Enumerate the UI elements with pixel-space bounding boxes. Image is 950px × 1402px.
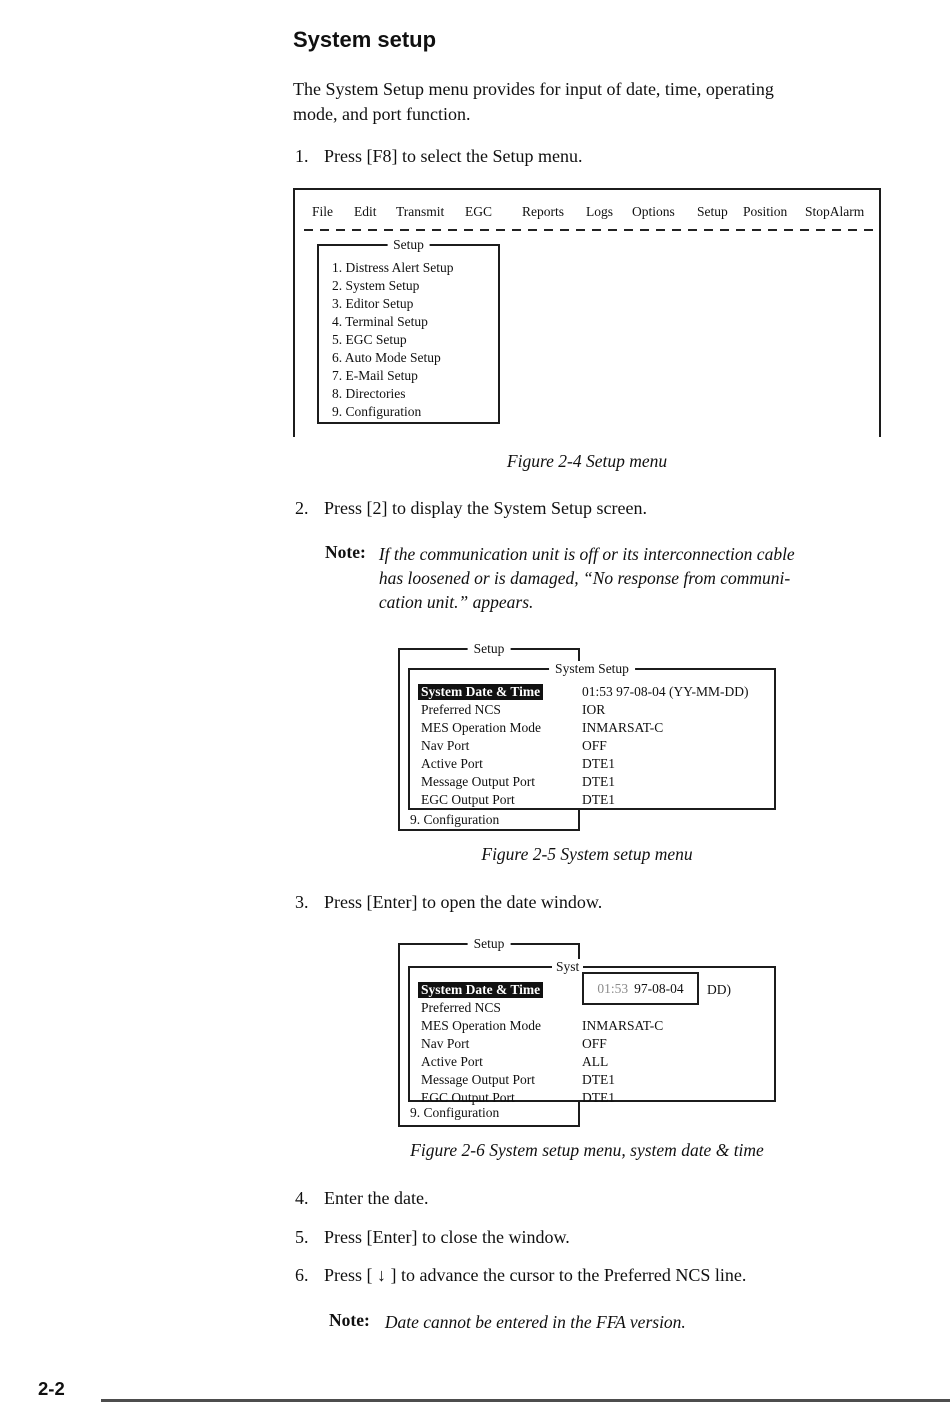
note-line: has loosened or is damaged, “No response from communi- [378,568,791,588]
setting-label: EGC Output Port [421,792,515,807]
setting-row-mes-operation-mode [421,1018,770,1036]
setup-menu-item: 8. Directories [332,386,406,401]
setup-menu-item: 9. Configuration [332,404,422,419]
setting-label: Nav Port [421,738,470,753]
system-setup-box-title: System Setup [549,661,635,677]
setting-row-nav-port [421,1036,770,1054]
note-text: Date cannot be entered in the FFA version. [384,1312,686,1332]
setup-menu-item: 3. Editor Setup [332,296,414,311]
step-number: 5. [295,1227,309,1247]
menu-bar [295,204,879,222]
step-text: Press [Enter] to open the date window. [324,892,603,912]
setup-menu-item: 2. System Setup [332,278,420,293]
setup-box-title: Setup [468,936,511,952]
setting-label: MES Operation Mode [421,720,541,735]
setting-label: Active Port [421,1054,483,1069]
step-number: 4. [295,1188,309,1208]
intro-line: mode, and port function. [293,104,471,124]
setting-label-selected: System Date & Time [418,684,543,700]
setup-menu-box [317,237,500,424]
step-text: Press [2] to display the System Setup screen. [324,498,647,518]
note-line: cation unit.” appears. [378,592,534,612]
page-number: 2-2 [38,1378,65,1399]
step-number: 2. [295,498,309,518]
setting-label: Nav Port [421,1036,470,1051]
setting-label: Preferred NCS [421,1000,501,1015]
setting-row-date-time [421,684,770,702]
setting-label: Message Output Port [421,1072,535,1087]
setting-value: DTE1 [582,774,615,789]
step-text: Press [F8] to select the Setup menu. [324,146,583,166]
note-label: Note: [329,1310,370,1330]
setup-menu-item: 5. EGC Setup [332,332,407,347]
menu-item-egc: EGC [465,204,492,219]
figure-2-5-screen [398,641,778,833]
figure-2-4-caption: Figure 2-4 Setup menu [506,451,668,471]
menu-item-stopalarm: StopAlarm [805,204,865,219]
setup-menu-item: 4. Terminal Setup [332,314,428,329]
note-line: If the communication unit is off or its interconnection cable [378,544,795,564]
date-format-remnant: DD) [707,982,731,997]
step-1 [295,146,582,167]
setup-menu-item-configuration: 9. Configuration [410,1105,500,1120]
menu-item-file: File [312,204,334,219]
setting-label: MES Operation Mode [421,1018,541,1033]
setting-row-mes-operation-mode [421,720,770,738]
setting-row-preferred-ncs [421,702,770,720]
setup-menu-item: 7. E-Mail Setup [332,368,418,383]
setup-box-title: Setup [387,237,430,253]
note-text [379,542,795,614]
intro-line: The System Setup menu provides for input of date, time, operating [293,79,774,99]
menu-item-setup: Setup [697,204,728,219]
step-5 [295,1227,570,1248]
setup-menu-item: 1. Distress Alert Setup [332,260,454,275]
menu-item-options: Options [632,204,675,219]
setup-menu-item: 6. Auto Mode Setup [332,350,441,365]
setting-row-active-port [421,756,770,774]
step-text: Enter the date. [324,1188,429,1208]
setting-row-egc-output-port [421,1090,770,1108]
setting-row-message-output-port [421,774,770,792]
setting-label: Active Port [421,756,483,771]
figure-2-5-caption: Figure 2-5 System setup menu [481,844,693,864]
setup-box-title: Setup [468,641,511,657]
system-setup-box [408,661,776,810]
setting-row-active-port [421,1054,770,1072]
page-title: System setup [293,27,437,52]
setting-value: INMARSAT-C [582,720,664,735]
setting-value: IOR [582,702,606,717]
setting-row-egc-output-port [421,792,770,810]
note-communication-unit [325,542,795,614]
menu-separator-dashed-line [304,229,874,231]
figure-2-6-caption: Figure 2-6 System setup menu, system date & time [410,1140,764,1160]
date-entry-window [582,972,699,1005]
step-number: 6. [295,1265,309,1285]
setting-value: INMARSAT-C [582,1018,664,1033]
system-setup-box-title-truncated: Syst [552,959,583,975]
intro-paragraph [293,77,774,127]
step-6 [295,1265,746,1286]
setting-row-nav-port [421,738,770,756]
setting-label: Message Output Port [421,774,535,789]
menu-item-transmit: Transmit [396,204,445,219]
step-number: 1. [295,146,309,166]
setting-value: DTE1 [582,1072,615,1087]
figure-2-4-screen [293,188,881,437]
system-setup-box [408,959,776,1105]
step-text: Press [ ↓ ] to advance the cursor to the Preferred NCS line. [324,1265,747,1285]
note-label: Note: [325,542,366,562]
setting-value: ALL [582,1054,609,1069]
note-ffa-version [329,1310,686,1334]
step-number: 3. [295,892,309,912]
step-3 [295,892,602,913]
figure-2-6-screen [398,936,778,1129]
setting-label: EGC Output Port [421,1090,515,1105]
setup-menu-item-configuration: 9. Configuration [410,812,500,827]
setting-value: DTE1 [582,1090,615,1105]
setting-value: DTE1 [582,792,615,807]
setting-value: DTE1 [582,756,615,771]
step-4 [295,1188,428,1209]
setting-value: OFF [582,738,607,753]
menu-item-reports: Reports [522,204,564,219]
menu-item-position: Position [743,204,788,219]
setup-menu-list [319,246,498,421]
setting-label-selected: System Date & Time [418,982,543,998]
setting-row-message-output-port [421,1072,770,1090]
date-window-date: 97-08-04 [634,980,684,996]
menu-item-logs: Logs [586,204,613,219]
step-text: Press [Enter] to close the window. [324,1227,570,1247]
setting-label: Preferred NCS [421,702,501,717]
setting-value: OFF [582,1036,607,1051]
step-2 [295,498,647,519]
date-window-time: 01:53 [597,980,629,996]
menu-item-edit: Edit [354,204,377,219]
setting-value: 01:53 97-08-04 (YY-MM-DD) [582,684,749,699]
